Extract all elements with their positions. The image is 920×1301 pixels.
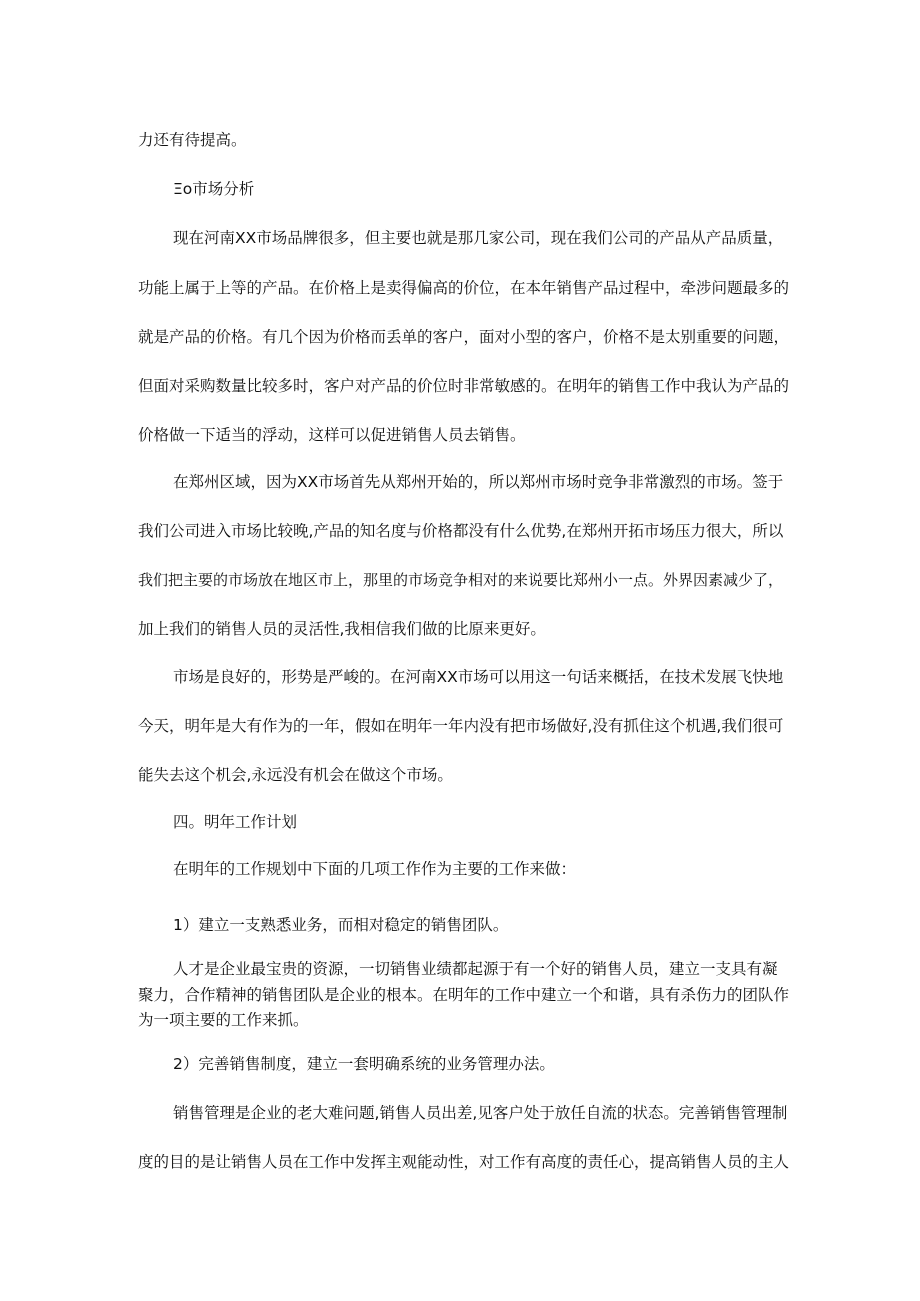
text-line: 聚力，合作精神的销售团队是企业的根本。在明年的工作中建立一个和谐，具有杀伤力的团队作 bbox=[138, 986, 790, 1004]
text-line: 在明年的工作规划中下面的几项工作作为主要的工作来做： bbox=[173, 860, 577, 878]
text-line: 我们公司进入市场比较晚,产品的知名度与价格都没有什么优势,在郑州开拓市场压力很大，所以 bbox=[138, 522, 784, 540]
text-line: 但面对采购数量比较多时，客户对产品的价位时非常敏感的。在明年的销售工作中我认为产品的 bbox=[138, 377, 790, 395]
text-line: 力还有待提高。 bbox=[138, 131, 247, 149]
text-line: 功能上属于上等的产品。在价格上是卖得偏高的价位，在本年销售产品过程中，牵涉问题最多的 bbox=[138, 279, 790, 297]
list-item-heading: 2）完善销售制度，建立一套明确系统的业务管理办法。 bbox=[173, 1055, 555, 1073]
text-line: 我们把主要的市场放在地区市上，那里的市场竞争相对的来说要比郑州小一点。外界因素减少了， bbox=[138, 571, 784, 589]
text-line: 为一项主要的工作来抓。 bbox=[138, 1011, 309, 1029]
text-line: 加上我们的销售人员的灵活性,我相信我们做的比原来更好。 bbox=[138, 620, 546, 638]
text-line: 今天，明年是大有作为的一年，假如在明年一年内没有把市场做好,没有抓住这个机遇,我们很可 bbox=[138, 717, 784, 735]
text-line: 销售管理是企业的老大难问题,销售人员出差,见客户处于放任自流的状态。完善销售管理制 bbox=[173, 1104, 788, 1122]
text-line: 在郑州区域，因为XX市场首先从郑州开始的，所以郑州市场时竞争非常激烈的市场。签于 bbox=[173, 473, 784, 491]
text-line: 度的目的是让销售人员在工作中发挥主观能动性，对工作有高度的责任心，提高销售人员的主人 bbox=[138, 1153, 790, 1171]
section-heading: Ξo市场分析 bbox=[173, 180, 255, 198]
text-line: 人才是企业最宝贵的资源，一切销售业绩都起源于有一个好的销售人员，建立一支具有凝 bbox=[173, 960, 778, 978]
text-line: 就是产品的价格。有几个因为价格而丢单的客户，面对小型的客户，价格不是太别重要的问题， bbox=[138, 328, 790, 346]
text-line: 价格做一下适当的浮动，这样可以促进销售人员去销售。 bbox=[138, 426, 526, 444]
list-item-heading: 1）建立一支熟悉业务，而相对稳定的销售团队。 bbox=[173, 916, 509, 934]
section-heading: 四。明年工作计划 bbox=[173, 813, 298, 831]
text-line: 现在河南XX市场品牌很多，但主要也就是那几家公司，现在我们公司的产品从产品质量， bbox=[173, 229, 784, 247]
text-line: 能失去这个机会,永远没有机会在做这个市场。 bbox=[138, 766, 453, 784]
text-line: 市场是良好的，形势是严峻的。在河南XX市场可以用这一句话来概括，在技术发展飞快地 bbox=[173, 668, 784, 686]
